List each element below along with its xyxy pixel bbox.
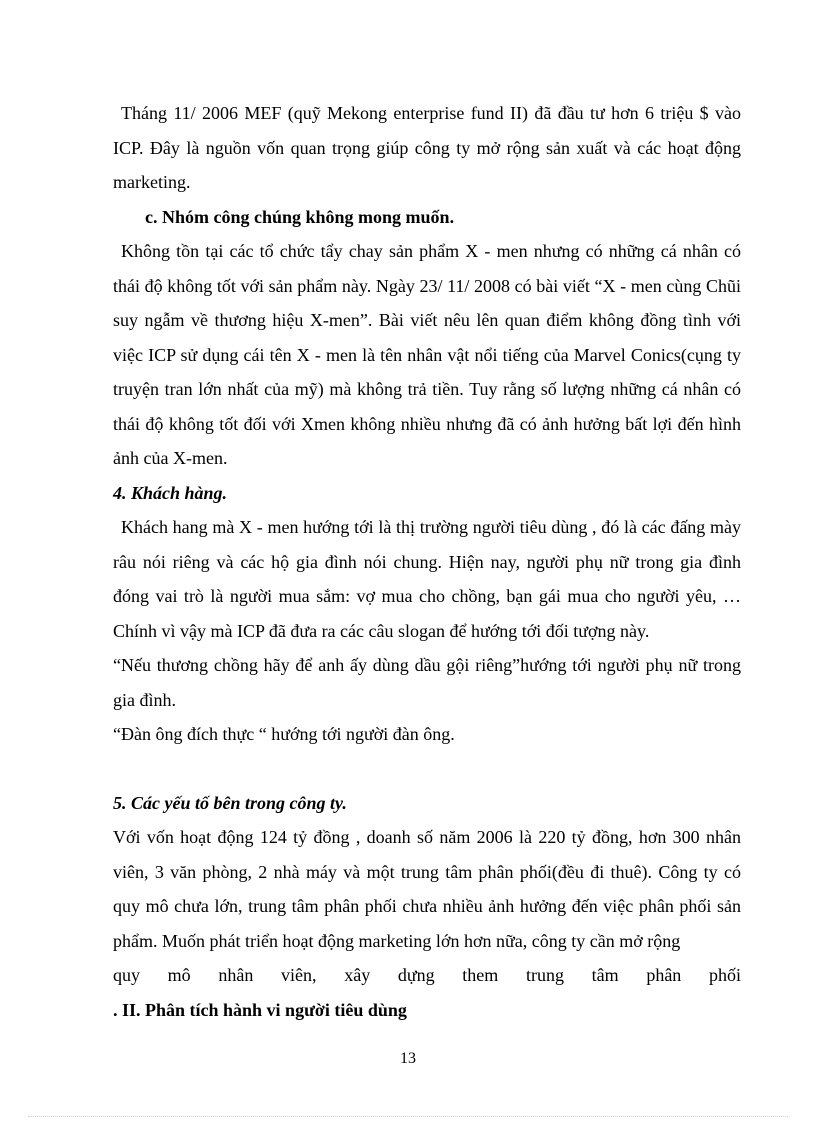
paragraph-slogan-wife: “Nếu thương chồng hãy để anh ấy dùng dầu gội riêng”hướng tới người phụ nữ trong gia đình. <box>113 655 741 710</box>
paragraph-customers: Khách hang mà X - men hướng tới là thị trường người tiêu dùng , đó là các đấng mày râu nói riêng và các hộ gia đình nói chung. Hiện nay, người phụ nữ trong gia đình đóng vai trò là người mua sắm: vợ mua cho chồng, bạn gái mua cho người yêu, … Chính vì vậy mà ICP đã đưa ra các câu slogan để hướng tới đối tượng này. <box>113 517 741 641</box>
heading-unwanted-public: c. Nhóm công chúng không mong muốn. <box>145 206 455 227</box>
page-number: 13 <box>400 1050 416 1067</box>
paragraph-internal-factors: Với vốn hoạt động 124 tỷ đồng , doanh số năm 2006 là 220 tỷ đồng, hơn 300 nhân viên, 3 văn phòng, 2 nhà máy và một trung tâm phân phối(đều đi thuê). Công ty có quy mô chưa lớn, trung tâm phân phối chưa nhiều ảnh hưởng đến việc phân phối sản phẩm. Muốn phát triển hoạt động marketing lớn hơn nữa, công ty cần mở rộng <box>113 827 741 951</box>
spacer <box>113 752 741 786</box>
paragraph-unwanted-public: Không tồn tại các tổ chức tẩy chay sản phẩm X - men nhưng có những cá nhân có thái độ không tốt với sản phẩm này. Ngày 23/ 11/ 2008 có bài viết “X - men cùng Chũi suy ngẫm về thương hiệu X-men”. Bài viết nêu lên quan điểm không đồng tình với việc ICP sử dụng cái tên X - men là tên nhân vật nổi tiếng của Marvel Conics(cụng ty truyện tran lớn nhất của mỹ) mà không trả tiền. Tuy rằng số lượng những cá nhân có thái độ không tốt đối với Xmen không nhiều nhưng đã có ảnh hưởng bất lợi đến hình ảnh của X-men. <box>113 241 741 468</box>
footer-divider <box>28 1116 788 1117</box>
document-page <box>113 96 741 1027</box>
paragraph-slogan-men: “Đàn ông đích thực “ hướng tới người đàn ông. <box>113 724 455 744</box>
heading-internal-factors: 5. Các yếu tố bên trong công ty. <box>113 792 347 813</box>
heading-consumer-behavior: . II. Phân tích hành vi người tiêu dùng <box>113 999 407 1020</box>
paragraph-mef-investment: Tháng 11/ 2006 MEF (quỹ Mekong enterprise fund II) đã đầu tư hơn 6 triệu $ vào ICP. Đây là nguồn vốn quan trọng giúp công ty mở rộng sản xuất và các hoạt động marketing. <box>113 103 741 192</box>
heading-customers: 4. Khách hàng. <box>113 482 228 503</box>
paragraph-internal-factors-last-line: quy mô nhân viên, xây dựng them trung tâm phân phối <box>113 965 741 985</box>
